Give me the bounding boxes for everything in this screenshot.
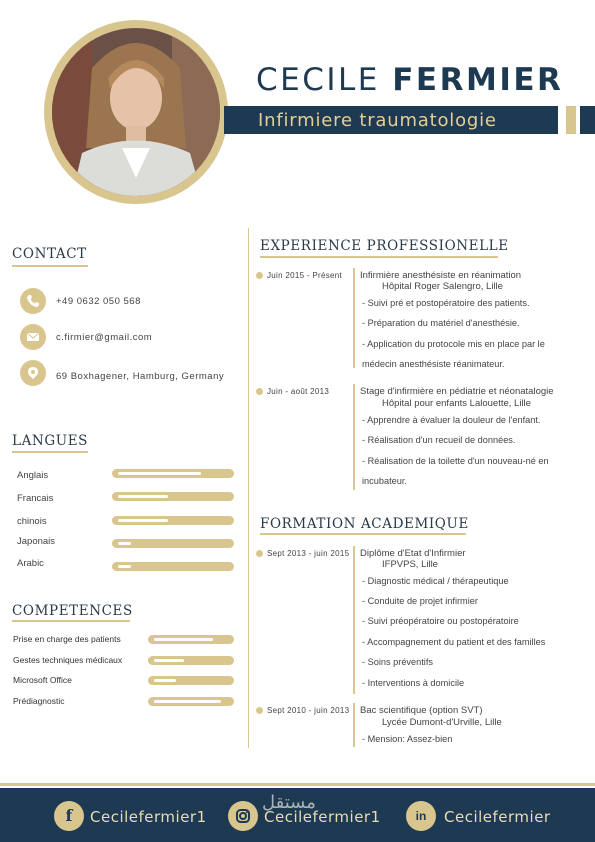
skill-level-bar xyxy=(148,635,234,644)
skill-label: Microsoft Office xyxy=(13,675,72,685)
entry-bullet: - Conduite de projet infirmier xyxy=(362,596,478,606)
facebook-handle[interactable]: Cecilefermier1 xyxy=(90,808,207,826)
language-level-bar xyxy=(112,492,234,501)
linkedin-icon[interactable]: in xyxy=(406,801,436,831)
language-level-bar xyxy=(112,469,234,478)
education-underline xyxy=(260,533,466,535)
address: 69 Boxhagener, Hamburg, Germany xyxy=(56,371,225,382)
languages-heading: LANGUES xyxy=(12,433,88,449)
entry-date: Sept 2013 - juin 2015 xyxy=(267,549,350,558)
entry-bullet: - Réalisation d'un recueil de données. xyxy=(362,435,516,445)
language-level-fill xyxy=(118,565,131,568)
entry-bullet: - Accompagnement du patient et des familles xyxy=(362,637,546,647)
entry-bullet-cont: incubateur. xyxy=(362,476,407,486)
phone-icon xyxy=(20,288,46,314)
language-label: Anglais xyxy=(17,470,49,481)
skill-label: Prédiagnostic xyxy=(13,696,65,706)
entry-date: Sept 2010 - juin 2013 xyxy=(267,706,350,715)
timeline-line xyxy=(353,384,355,490)
entry-bullet: - Interventions à domicile xyxy=(362,678,465,688)
language-level-fill xyxy=(118,542,131,545)
entry-place: Hôpital Roger Salengro, Lille xyxy=(382,281,503,292)
contact-underline xyxy=(12,265,88,267)
entry-bullet: - Application du protocole mis en place par le xyxy=(362,339,545,349)
language-label: Japonais xyxy=(17,536,56,547)
entry-title: Bac scientifique (option SVT) xyxy=(360,705,483,716)
last-name: FERMIER xyxy=(392,62,564,98)
skill-label: Gestes techniques médicaux xyxy=(13,655,123,665)
skills-underline xyxy=(12,620,130,622)
contact-heading: CONTACT xyxy=(12,246,87,262)
language-level-fill xyxy=(118,519,168,522)
timeline-dot xyxy=(256,272,263,279)
languages-underline xyxy=(12,451,88,453)
entry-bullet: - Diagnostic médical / thérapeutique xyxy=(362,576,509,586)
entry-title: Stage d'infirmière en pédiatrie et néonatalogie xyxy=(360,386,554,397)
entry-title: Diplôme d'Etat d'Infirmier xyxy=(360,548,466,559)
experience-heading: EXPERIENCE PROFESSIONELLE xyxy=(260,238,509,254)
entry-place: Hôpital pour enfants Lalouette, Lille xyxy=(382,398,531,409)
language-level-fill xyxy=(118,495,168,498)
phone-number[interactable]: +49 0632 050 568 xyxy=(56,296,141,307)
instagram-handle[interactable]: Cecilefermier1 xyxy=(264,808,381,826)
job-title-bar xyxy=(224,106,558,134)
entry-date: Juin 2015 - Présent xyxy=(267,271,343,280)
column-divider xyxy=(248,228,249,748)
profile-photo xyxy=(52,28,220,196)
timeline-line xyxy=(353,703,355,747)
skill-level-fill xyxy=(154,659,184,662)
instagram-icon[interactable] xyxy=(228,801,258,831)
first-name: CECILE xyxy=(256,62,380,98)
skill-level-bar xyxy=(148,697,234,706)
entry-place: IFPVPS, Lille xyxy=(382,559,438,570)
skill-level-bar xyxy=(148,656,234,665)
skill-label: Prise en charge des patients xyxy=(13,634,121,644)
candidate-name xyxy=(256,62,563,98)
language-label: chinois xyxy=(17,516,47,527)
title-accent-gold xyxy=(566,106,576,134)
entry-bullet: - Mension: Assez-bien xyxy=(362,734,453,744)
watermark: مستقل xyxy=(262,792,316,813)
timeline-line xyxy=(353,268,355,368)
email-address[interactable]: c.firmier@gmail.com xyxy=(56,332,153,343)
entry-place: Lycée Dumont-d'Urville, Lille xyxy=(382,717,502,728)
entry-date: Juin - août 2013 xyxy=(267,387,330,396)
linkedin-handle[interactable]: Cecilefermier xyxy=(444,808,551,826)
skills-heading: COMPETENCES xyxy=(12,603,133,619)
job-title: Infirmiere traumatologie xyxy=(258,110,497,131)
title-accent-navy xyxy=(580,106,595,134)
entry-bullet: - Apprendre à évaluer la douleur de l'enfant. xyxy=(362,415,541,425)
entry-bullet: - Suivi pré et postopératoire des patients. xyxy=(362,298,530,308)
timeline-dot xyxy=(256,388,263,395)
entry-bullet: - Soins préventifs xyxy=(362,657,433,667)
entry-bullet-cont: médecin anesthésiste réanimateur. xyxy=(362,359,505,369)
entry-bullet: - Suivi préopératoire ou postopératoire xyxy=(362,616,519,626)
skill-level-bar xyxy=(148,676,234,685)
footer-accent-line xyxy=(0,783,595,786)
entry-bullet: - Réalisation de la toilette d'un nouveau-né en xyxy=(362,456,549,466)
language-label: Arabic xyxy=(17,558,44,569)
language-label: Francais xyxy=(17,493,54,504)
skill-level-fill xyxy=(154,700,221,703)
timeline-dot xyxy=(256,550,263,557)
language-level-fill xyxy=(118,472,201,475)
education-heading: FORMATION ACADEMIQUE xyxy=(260,516,469,532)
experience-underline xyxy=(260,256,498,258)
skill-level-fill xyxy=(154,638,213,641)
facebook-icon[interactable]: f xyxy=(54,801,84,831)
location-icon xyxy=(20,360,46,386)
entry-title: Infirmière anesthésiste en réanimation xyxy=(360,270,522,281)
language-level-bar xyxy=(112,562,234,571)
entry-bullet: - Préparation du matériel d'anesthésie. xyxy=(362,318,520,328)
timeline-dot xyxy=(256,707,263,714)
skill-level-fill xyxy=(154,679,176,682)
language-level-bar xyxy=(112,539,234,548)
timeline-line xyxy=(353,546,355,694)
email-icon xyxy=(20,324,46,350)
language-level-bar xyxy=(112,516,234,525)
